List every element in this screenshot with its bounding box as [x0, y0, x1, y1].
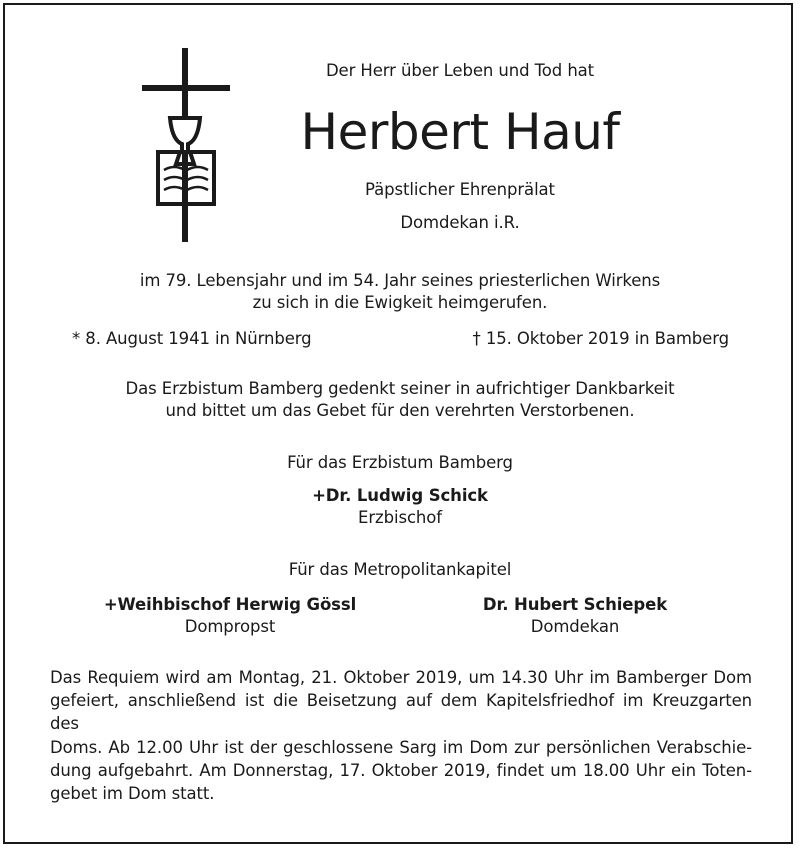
requiem-line: dung aufgebahrt. Am Donnerstag, 17. Oktober 2019, findet um 18.00 Uhr ein Toten- — [50, 760, 752, 780]
provost-signature: +Weihbischof Herwig Gössl — [103, 595, 357, 614]
death-date: † 15. Oktober 2019 in Bamberg — [472, 329, 729, 348]
requiem-paragraph — [50, 666, 752, 805]
called-home-line-1: im 79. Lebensjahr und im 54. Jahr seines priesterlichen Wirkens — [139, 271, 661, 290]
requiem-line: Das Requiem wird am Montag, 21. Oktober 2019, um 14.30 Uhr im Bamberger Dom — [50, 668, 752, 687]
dean-signature: Dr. Hubert Schiepek — [482, 595, 668, 614]
chapter-label: Für das Metropolitankapitel — [288, 560, 512, 579]
remembrance-line-1: Das Erzbistum Bamberg gedenkt seiner in aufrichtiger Dankbarkeit — [125, 379, 675, 398]
birth-date: * 8. August 1941 in Nürnberg — [72, 329, 312, 348]
requiem-line: gefeiert, anschließend ist die Beisetzung auf dem Kapitelsfriedhof im Kreuzgarten des — [50, 691, 752, 734]
archbishop-signature: +Dr. Ludwig Schick — [312, 486, 488, 505]
title-dean: Domdekan i.R. — [400, 213, 520, 232]
deceased-name: Herbert Hauf — [300, 103, 620, 161]
provost-role: Dompropst — [184, 617, 276, 636]
intro-line: Der Herr über Leben und Tod hat — [325, 61, 595, 80]
remembrance-line-2: und bittet um das Gebet für den verehrten Verstorbenen. — [165, 401, 635, 420]
dean-role: Domdekan — [530, 617, 620, 636]
title-papal-prelate: Päpstlicher Ehrenprälat — [365, 180, 555, 199]
requiem-line: gebet im Dom statt. — [50, 784, 215, 804]
requiem-line: Doms. Ab 12.00 Uhr ist der geschlossene Sarg im Dom zur persönlichen Verabschie- — [50, 737, 752, 757]
archdiocese-label: Für das Erzbistum Bamberg — [287, 453, 513, 472]
called-home-line-2: zu sich in die Ewigkeit heimgerufen. — [252, 293, 548, 312]
archbishop-role: Erzbischof — [358, 508, 442, 527]
